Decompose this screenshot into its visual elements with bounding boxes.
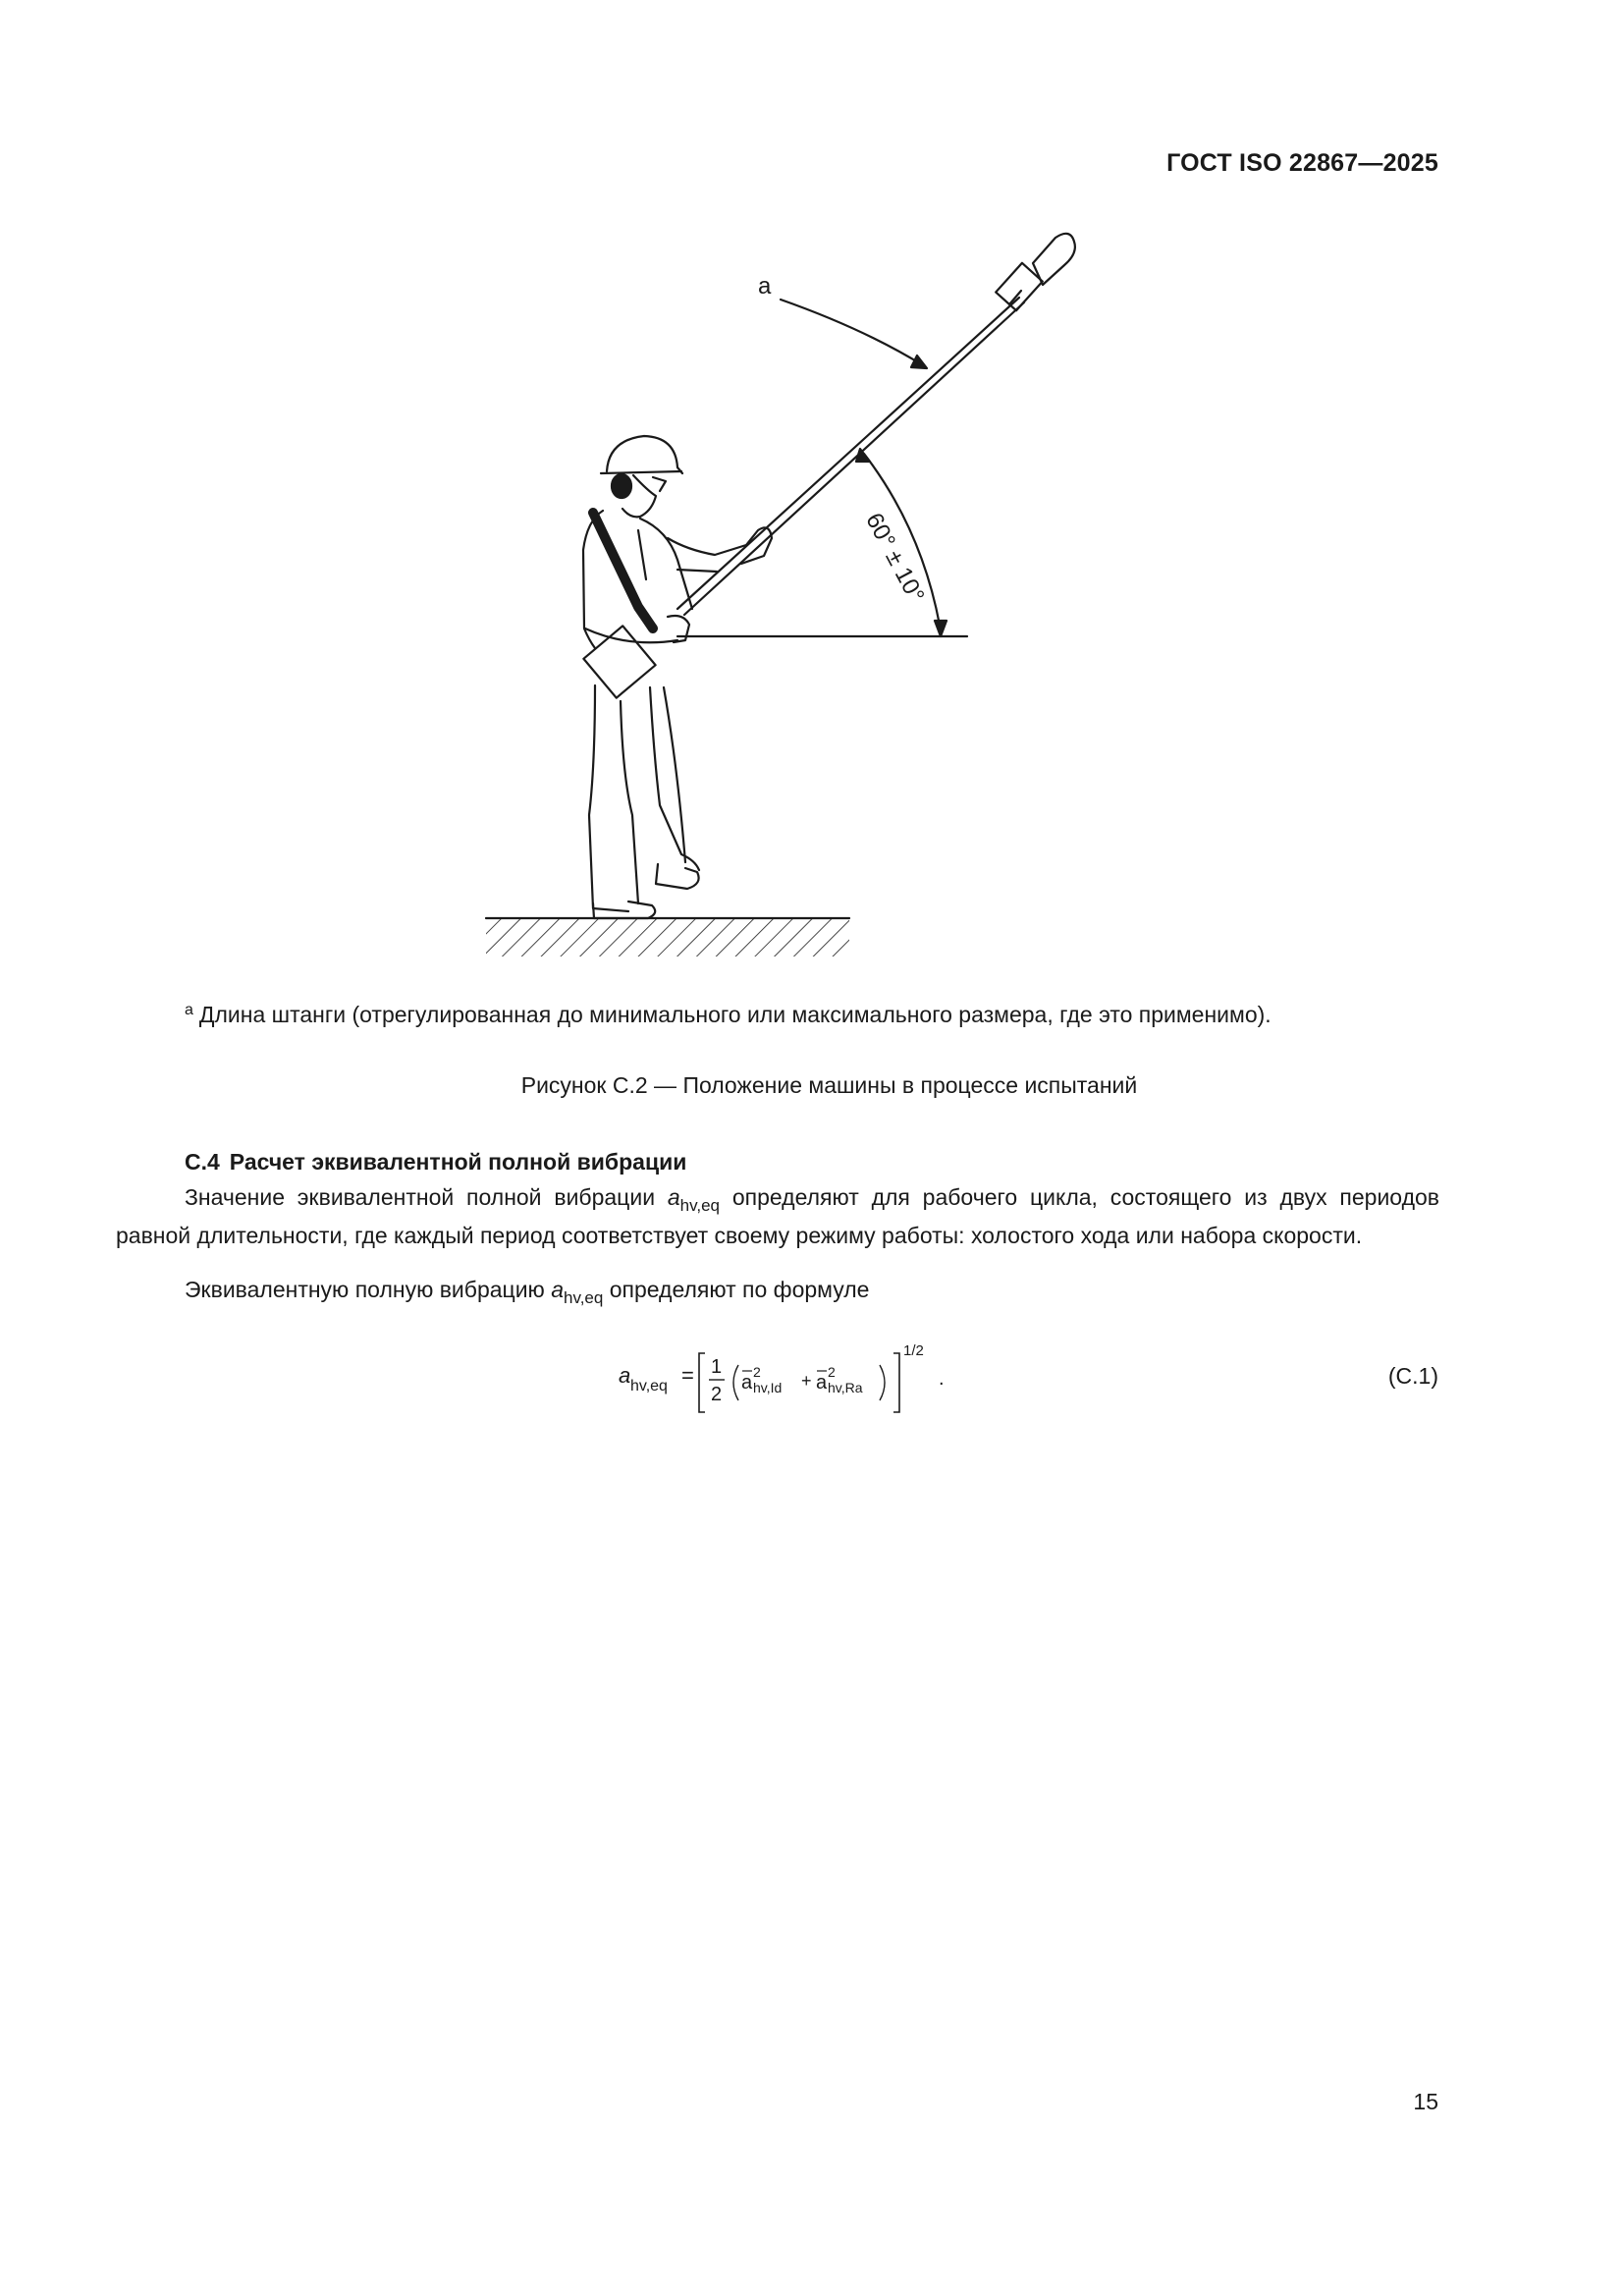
para1-text-b: определяют для рабочего цикла, состоящего из двух периодов равной длительности, где каждый период соответствует своему режиму работы: холостого хода или набора скорости. — [116, 1184, 1440, 1248]
formula-term1-sup: 2 — [753, 1364, 761, 1380]
footnote-marker: a — [185, 1002, 193, 1018]
formula-term1-sub: hv,Id — [753, 1380, 783, 1395]
pole-shaft — [677, 298, 1024, 615]
angle-label: 60° ± 10° — [860, 509, 930, 608]
symbol-subscript-2: hv,eq — [564, 1288, 604, 1307]
page-number: 15 — [1413, 2089, 1438, 2114]
formula-equals: = — [681, 1363, 694, 1388]
formula-term2: a — [816, 1372, 828, 1394]
section-title: Расчет эквивалентной полной вибрации — [229, 1149, 687, 1175]
para2-text-b: определяют по формуле — [609, 1277, 870, 1302]
pole-cutter-head — [996, 234, 1075, 310]
worker-pole-illustration — [0, 0, 1623, 982]
formula-period: . — [939, 1368, 945, 1390]
formula-svg — [609, 1326, 962, 1424]
formula-lhs: a — [619, 1363, 631, 1388]
label-a: a — [758, 273, 772, 300]
para1-text-a: Значение эквивалентной полной вибрации — [185, 1184, 656, 1210]
symbol-a-2: a — [551, 1277, 564, 1302]
equation-number: (С.1) — [1387, 1363, 1438, 1389]
formula-term1: a — [741, 1372, 753, 1394]
para2-text-a: Эквивалентную полную вибрацию — [185, 1277, 545, 1302]
symbol-subscript: hv,eq — [679, 1196, 720, 1215]
figure-c2 — [0, 0, 1623, 982]
document-header: ГОСТ ISO 22867—2025 — [1166, 149, 1438, 177]
leader-a — [781, 300, 923, 365]
formula-frac-num: 1 — [711, 1356, 723, 1378]
paragraph-1 — [116, 1182, 1439, 1250]
section-heading — [185, 1149, 686, 1175]
figure-footnote — [185, 996, 1271, 1029]
footnote-text: Длина штанги (отрегулированная до минимального или максимального размера, где это применимо). — [198, 1002, 1271, 1027]
formula-term2-sub: hv,Ra — [828, 1380, 863, 1395]
formula-term2-sup: 2 — [828, 1364, 836, 1380]
formula-lhs-sub: hv,eq — [630, 1378, 668, 1394]
worker-figure — [583, 436, 772, 918]
symbol-a: a — [667, 1184, 680, 1210]
ground-hatch — [486, 919, 849, 957]
formula-c1 — [609, 1326, 962, 1424]
paragraph-2 — [116, 1275, 1439, 1313]
section-number: С.4 — [185, 1149, 220, 1175]
formula-exponent: 1/2 — [903, 1342, 924, 1359]
formula-frac-den: 2 — [711, 1384, 723, 1405]
figure-caption: Рисунок С.2 — Положение машины в процессе испытаний — [520, 1072, 1138, 1098]
formula-plus: + — [801, 1371, 812, 1391]
